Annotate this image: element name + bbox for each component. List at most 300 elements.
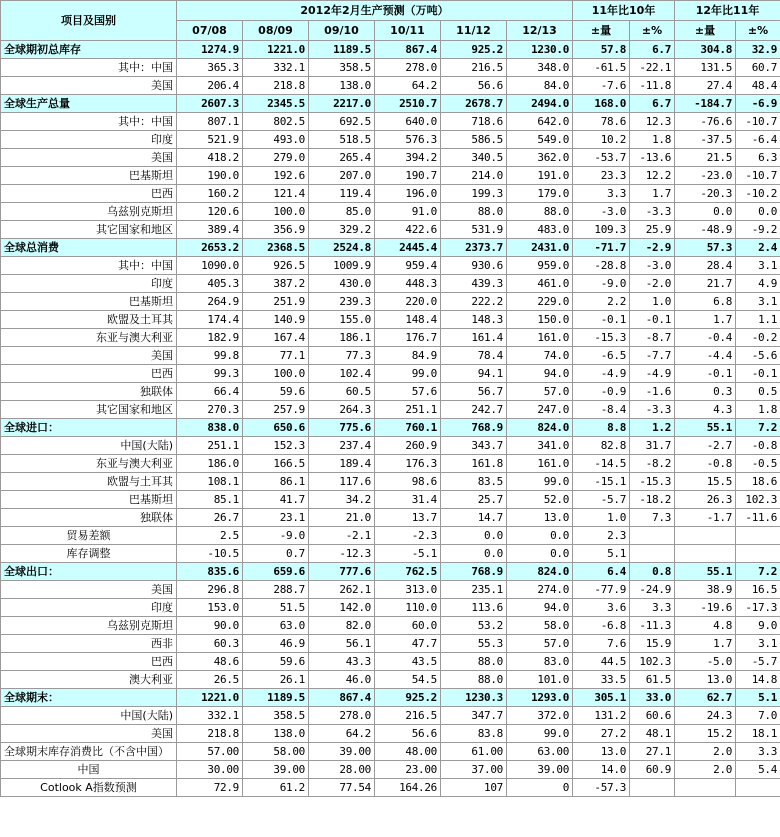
table-cell: 518.5 [309, 131, 375, 149]
table-row [1, 437, 780, 455]
table-cell: 640.0 [375, 113, 441, 131]
table-cell: 394.2 [375, 149, 441, 167]
table-cell: -0.1 [675, 365, 736, 383]
table-cell: 2431.0 [507, 239, 573, 257]
table-cell: 39.00 [309, 743, 375, 761]
table-cell: 25.7 [441, 491, 507, 509]
table-cell: 3.3 [630, 599, 675, 617]
table-cell: 13.0 [675, 671, 736, 689]
table-cell: 59.6 [243, 383, 309, 401]
table-cell: -37.5 [675, 131, 736, 149]
table-cell: 140.9 [243, 311, 309, 329]
table-cell: 57.6 [375, 383, 441, 401]
table-cell: 2.2 [573, 293, 630, 311]
table-cell: 1.7 [630, 185, 675, 203]
table-cell: 835.6 [177, 563, 243, 581]
table-cell: 53.2 [441, 617, 507, 635]
table-cell: 107 [441, 779, 507, 797]
table-cell: -10.2 [736, 185, 780, 203]
table-row [1, 509, 780, 527]
table-cell: -2.7 [675, 437, 736, 455]
table-cell: 2368.5 [243, 239, 309, 257]
table-cell: 2607.3 [177, 95, 243, 113]
table-cell: 14.8 [736, 671, 780, 689]
yoy-11v10-header: 11年比10年 [573, 1, 675, 21]
row-label: 乌兹别克斯坦 [1, 617, 177, 635]
table-cell: -13.6 [630, 149, 675, 167]
table-cell: 26.1 [243, 671, 309, 689]
table-cell: 41.7 [243, 491, 309, 509]
table-cell: 64.2 [309, 725, 375, 743]
table-cell: 264.9 [177, 293, 243, 311]
table-cell: -61.5 [573, 59, 630, 77]
table-cell: 21.7 [675, 275, 736, 293]
table-cell: 3.1 [736, 293, 780, 311]
table-row [1, 635, 780, 653]
table-cell: 6.7 [630, 41, 675, 59]
table-cell: 777.6 [309, 563, 375, 581]
table-cell [675, 527, 736, 545]
column-header: 10/11 [375, 21, 441, 41]
table-cell: 15.9 [630, 635, 675, 653]
table-cell: -6.5 [573, 347, 630, 365]
table-cell: 4.3 [675, 401, 736, 419]
table-cell: 838.0 [177, 419, 243, 437]
column-header: 08/09 [243, 21, 309, 41]
table-cell: 110.0 [375, 599, 441, 617]
table-cell: 167.4 [243, 329, 309, 347]
table-cell: 430.0 [309, 275, 375, 293]
table-cell: 190.7 [375, 167, 441, 185]
table-cell: 7.2 [736, 563, 780, 581]
table-cell: 16.5 [736, 581, 780, 599]
table-cell [736, 545, 780, 563]
table-cell: 39.00 [507, 761, 573, 779]
table-cell: 14.0 [573, 761, 630, 779]
table-cell: -3.3 [630, 203, 675, 221]
table-cell: 84.0 [507, 77, 573, 95]
table-cell: 21.5 [675, 149, 736, 167]
row-label: 东亚与澳大利亚 [1, 329, 177, 347]
table-cell: -28.8 [573, 257, 630, 275]
table-cell: 3.1 [736, 635, 780, 653]
table-cell: 650.6 [243, 419, 309, 437]
table-cell: 31.4 [375, 491, 441, 509]
table-cell: 4.9 [736, 275, 780, 293]
row-label: 全球生产总量 [1, 95, 177, 113]
row-label: 巴西 [1, 653, 177, 671]
table-cell: 138.0 [243, 725, 309, 743]
table-cell: 56.6 [375, 725, 441, 743]
table-cell: 341.0 [507, 437, 573, 455]
table-cell: -2.1 [309, 527, 375, 545]
table-cell: -6.4 [736, 131, 780, 149]
table-cell: 148.4 [375, 311, 441, 329]
table-cell: 1.0 [630, 293, 675, 311]
table-cell: 60.9 [630, 761, 675, 779]
table-cell: 196.0 [375, 185, 441, 203]
table-cell: 101.0 [507, 671, 573, 689]
table-cell: 94.0 [507, 365, 573, 383]
row-label: 中国(大陆) [1, 707, 177, 725]
table-cell: 77.54 [309, 779, 375, 797]
table-cell: 25.9 [630, 221, 675, 239]
table-cell [675, 779, 736, 797]
table-cell: 100.0 [243, 203, 309, 221]
table-row [1, 743, 780, 761]
table-cell: 55.1 [675, 419, 736, 437]
table-row [1, 581, 780, 599]
table-cell: 13.0 [573, 743, 630, 761]
table-cell: 0.7 [243, 545, 309, 563]
table-cell: 15.5 [675, 473, 736, 491]
table-cell: 0.0 [507, 527, 573, 545]
table-cell: 56.7 [441, 383, 507, 401]
yoy-12v11-header: 12年比11年 [675, 1, 780, 21]
row-label: 印度 [1, 599, 177, 617]
table-cell: 0.3 [675, 383, 736, 401]
table-cell: 296.8 [177, 581, 243, 599]
table-cell: 102.3 [736, 491, 780, 509]
row-label: 中国(大陆) [1, 437, 177, 455]
row-label: 其它国家和地区 [1, 221, 177, 239]
table-cell: 57.00 [177, 743, 243, 761]
row-label: 独联体 [1, 509, 177, 527]
table-cell: -19.6 [675, 599, 736, 617]
table-cell: 83.8 [441, 725, 507, 743]
table-cell: -15.3 [630, 473, 675, 491]
table-cell: -0.5 [736, 455, 780, 473]
table-cell: 46.0 [309, 671, 375, 689]
table-row [1, 329, 780, 347]
table-cell: 131.2 [573, 707, 630, 725]
table-cell: 142.0 [309, 599, 375, 617]
table-cell: 26.5 [177, 671, 243, 689]
table-cell: 48.4 [736, 77, 780, 95]
table-cell: 60.3 [177, 635, 243, 653]
row-label: 其中：中国 [1, 59, 177, 77]
section-row [1, 95, 780, 113]
table-row [1, 275, 780, 293]
table-cell: 347.7 [441, 707, 507, 725]
table-cell: 343.7 [441, 437, 507, 455]
column-header: ±量 [675, 21, 736, 41]
table-cell: 867.4 [309, 689, 375, 707]
table-cell: 305.1 [573, 689, 630, 707]
table-cell: 220.0 [375, 293, 441, 311]
table-cell: 90.0 [177, 617, 243, 635]
table-cell: 2.3 [573, 527, 630, 545]
table-cell: 13.7 [375, 509, 441, 527]
table-cell: 389.4 [177, 221, 243, 239]
table-cell: 0.0 [441, 545, 507, 563]
table-cell: -10.5 [177, 545, 243, 563]
table-cell: 99.0 [507, 725, 573, 743]
table-cell: 37.00 [441, 761, 507, 779]
table-cell: 44.5 [573, 653, 630, 671]
table-cell: -11.3 [630, 617, 675, 635]
table-cell: -4.9 [630, 365, 675, 383]
row-label: 美国 [1, 77, 177, 95]
row-label: 巴西 [1, 365, 177, 383]
table-cell: 1.7 [675, 635, 736, 653]
row-label: Cotlook A指数预测 [1, 779, 177, 797]
table-cell: 28.00 [309, 761, 375, 779]
table-cell: 926.5 [243, 257, 309, 275]
forecast-group-header: 2012年2月生产预测（万吨） [177, 1, 573, 21]
table-cell: -71.7 [573, 239, 630, 257]
table-row [1, 545, 780, 563]
table-cell: -6.9 [736, 95, 780, 113]
table-cell: 461.0 [507, 275, 573, 293]
table-cell: 138.0 [309, 77, 375, 95]
table-cell: 925.2 [441, 41, 507, 59]
table-row [1, 203, 780, 221]
column-header: 07/08 [177, 21, 243, 41]
table-cell: 83.0 [507, 653, 573, 671]
table-cell: -6.8 [573, 617, 630, 635]
table-cell: -53.7 [573, 149, 630, 167]
table-row [1, 365, 780, 383]
table-cell: 7.3 [630, 509, 675, 527]
table-cell: -15.1 [573, 473, 630, 491]
table-cell: -5.7 [736, 653, 780, 671]
table-cell: 84.9 [375, 347, 441, 365]
section-row [1, 239, 780, 257]
table-cell: 23.00 [375, 761, 441, 779]
row-label: 澳大利亚 [1, 671, 177, 689]
table-cell: 102.3 [630, 653, 675, 671]
table-cell: 5.1 [736, 689, 780, 707]
table-cell: 57.0 [507, 635, 573, 653]
table-cell: 60.0 [375, 617, 441, 635]
table-cell: 12.3 [630, 113, 675, 131]
table-cell: 358.5 [243, 707, 309, 725]
table-cell: 356.9 [243, 221, 309, 239]
table-cell: -0.9 [573, 383, 630, 401]
row-label: 巴基斯坦 [1, 293, 177, 311]
table-row [1, 707, 780, 725]
table-cell: -9.0 [573, 275, 630, 293]
table-cell: 39.00 [243, 761, 309, 779]
table-cell: 387.2 [243, 275, 309, 293]
table-cell: 3.3 [736, 743, 780, 761]
table-cell: 152.3 [243, 437, 309, 455]
table-cell: 60.7 [736, 59, 780, 77]
table-cell: 959.0 [507, 257, 573, 275]
table-cell: 83.5 [441, 473, 507, 491]
table-cell: 51.5 [243, 599, 309, 617]
table-cell: 1.8 [630, 131, 675, 149]
table-cell: 27.2 [573, 725, 630, 743]
table-cell: 6.3 [736, 149, 780, 167]
table-cell: 6.4 [573, 563, 630, 581]
table-cell: 930.6 [441, 257, 507, 275]
table-cell: 119.4 [309, 185, 375, 203]
table-cell: 186.1 [309, 329, 375, 347]
table-cell: 161.0 [507, 455, 573, 473]
table-cell: 760.1 [375, 419, 441, 437]
table-cell: 43.3 [309, 653, 375, 671]
table-cell: -24.9 [630, 581, 675, 599]
table-cell: 74.0 [507, 347, 573, 365]
table-cell: 521.9 [177, 131, 243, 149]
table-cell: -10.7 [736, 113, 780, 131]
column-header: ±% [736, 21, 780, 41]
table-cell: 155.0 [309, 311, 375, 329]
table-cell: 372.0 [507, 707, 573, 725]
table-cell: 1009.9 [309, 257, 375, 275]
table-cell: 94.1 [441, 365, 507, 383]
table-cell: -0.2 [736, 329, 780, 347]
table-cell: 2345.5 [243, 95, 309, 113]
table-cell: -23.0 [675, 167, 736, 185]
table-cell: 692.5 [309, 113, 375, 131]
table-cell: 0.0 [507, 545, 573, 563]
table-cell: 113.6 [441, 599, 507, 617]
table-row [1, 311, 780, 329]
table-cell: 64.2 [375, 77, 441, 95]
table-cell: 348.0 [507, 59, 573, 77]
table-row [1, 383, 780, 401]
table-cell: 161.4 [441, 329, 507, 347]
table-cell: -4.9 [573, 365, 630, 383]
table-cell: 55.3 [441, 635, 507, 653]
table-cell: -3.0 [630, 257, 675, 275]
table-cell: 160.2 [177, 185, 243, 203]
table-cell: 332.1 [243, 59, 309, 77]
table-cell: -9.2 [736, 221, 780, 239]
table-cell: -184.7 [675, 95, 736, 113]
table-cell: 99.0 [375, 365, 441, 383]
table-cell: -2.3 [375, 527, 441, 545]
table-cell: 168.0 [573, 95, 630, 113]
row-label: 全球期末： [1, 689, 177, 707]
table-cell: -5.0 [675, 653, 736, 671]
table-cell: 1221.0 [243, 41, 309, 59]
table-cell: -1.6 [630, 383, 675, 401]
table-cell: -18.2 [630, 491, 675, 509]
table-cell: 1.7 [675, 311, 736, 329]
row-label: 全球出口： [1, 563, 177, 581]
table-cell: -57.3 [573, 779, 630, 797]
table-cell: 174.4 [177, 311, 243, 329]
table-cell: 60.6 [630, 707, 675, 725]
table-cell [630, 527, 675, 545]
table-cell: 18.1 [736, 725, 780, 743]
table-row [1, 149, 780, 167]
table-cell: 867.4 [375, 41, 441, 59]
table-cell: 182.9 [177, 329, 243, 347]
table-cell: 229.0 [507, 293, 573, 311]
table-cell: -48.9 [675, 221, 736, 239]
table-cell: 576.3 [375, 131, 441, 149]
table-cell: 86.1 [243, 473, 309, 491]
table-row [1, 491, 780, 509]
table-row [1, 725, 780, 743]
table-cell: 824.0 [507, 563, 573, 581]
table-cell: 235.1 [441, 581, 507, 599]
row-label: 美国 [1, 581, 177, 599]
table-cell: 1189.5 [309, 41, 375, 59]
table-cell: -7.6 [573, 77, 630, 95]
table-cell: -76.6 [675, 113, 736, 131]
table-cell: 207.0 [309, 167, 375, 185]
table-body [1, 41, 780, 797]
section-row [1, 419, 780, 437]
table-cell: 61.5 [630, 671, 675, 689]
table-cell: 242.7 [441, 401, 507, 419]
table-row [1, 347, 780, 365]
table-cell: 88.0 [441, 653, 507, 671]
table-cell: 549.0 [507, 131, 573, 149]
row-label: 全球期初总库存 [1, 41, 177, 59]
table-row [1, 59, 780, 77]
table-row [1, 185, 780, 203]
table-cell: 38.9 [675, 581, 736, 599]
table-cell: -5.6 [736, 347, 780, 365]
table-cell: 362.0 [507, 149, 573, 167]
table-cell: 278.0 [375, 59, 441, 77]
table-cell: -20.3 [675, 185, 736, 203]
table-cell: 46.9 [243, 635, 309, 653]
table-row [1, 761, 780, 779]
table-cell: 0.0 [736, 203, 780, 221]
table-cell: 2494.0 [507, 95, 573, 113]
table-cell: 2.4 [736, 239, 780, 257]
table-cell: 959.4 [375, 257, 441, 275]
section-row [1, 563, 780, 581]
table-cell: 448.3 [375, 275, 441, 293]
table-cell: -0.1 [573, 311, 630, 329]
table-cell: 186.0 [177, 455, 243, 473]
table-cell: 109.3 [573, 221, 630, 239]
table-row [1, 401, 780, 419]
table-cell: 0 [507, 779, 573, 797]
table-cell: 77.1 [243, 347, 309, 365]
table-cell: 24.3 [675, 707, 736, 725]
table-cell: 1.2 [630, 419, 675, 437]
table-cell: 7.6 [573, 635, 630, 653]
table-cell: -15.3 [573, 329, 630, 347]
table-cell: 775.6 [309, 419, 375, 437]
table-cell: 85.1 [177, 491, 243, 509]
table-cell: -5.1 [375, 545, 441, 563]
table-cell: 100.0 [243, 365, 309, 383]
table-cell: 0.8 [630, 563, 675, 581]
table-cell: 57.0 [507, 383, 573, 401]
table-cell: 0.5 [736, 383, 780, 401]
table-cell: -0.1 [630, 311, 675, 329]
table-cell: -0.1 [736, 365, 780, 383]
table-cell: 5.1 [573, 545, 630, 563]
row-label: 全球总消费 [1, 239, 177, 257]
table-cell: 762.5 [375, 563, 441, 581]
table-cell: 82.8 [573, 437, 630, 455]
table-cell: 1274.9 [177, 41, 243, 59]
table-cell: 586.5 [441, 131, 507, 149]
table-cell: 8.8 [573, 419, 630, 437]
column-header: ±量 [573, 21, 630, 41]
table-cell: 120.6 [177, 203, 243, 221]
table-cell: 21.0 [309, 509, 375, 527]
table-cell: 176.3 [375, 455, 441, 473]
table-cell: 222.2 [441, 293, 507, 311]
table-cell: 31.7 [630, 437, 675, 455]
table-cell: 206.4 [177, 77, 243, 95]
table-cell: 13.0 [507, 509, 573, 527]
table-cell: 61.2 [243, 779, 309, 797]
